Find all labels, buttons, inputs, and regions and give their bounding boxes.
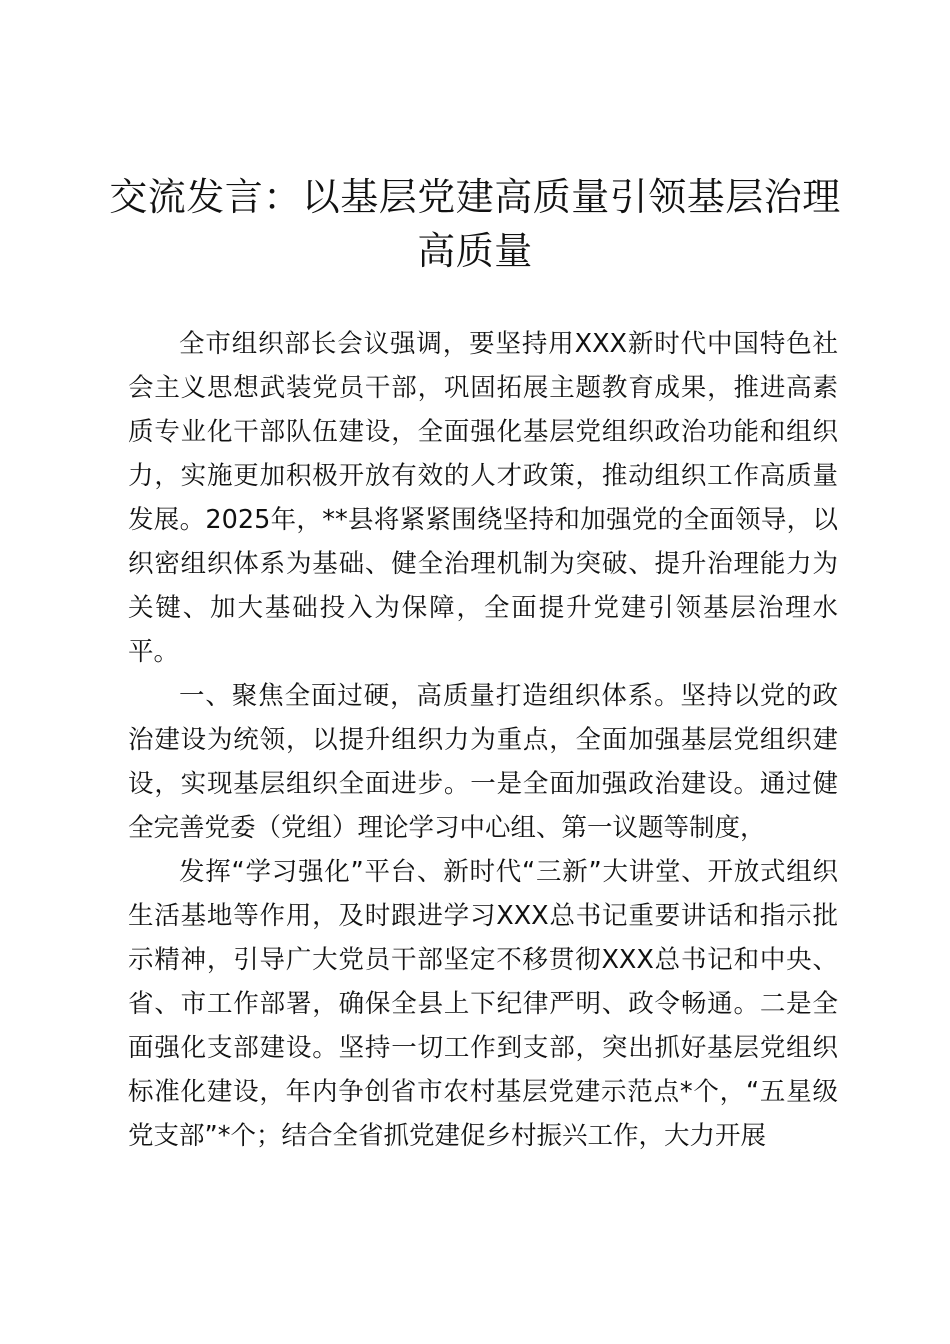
paragraph-section-one: 一、聚焦全面过硬，高质量打造组织体系。坚持以党的政治建设为统领，以提升组织力为重点，全面加强基层党组织建设，实现基层组织全面进步。一是全面加强政治建设。通过健全完善党委（党组）理论学习中心组、第一议题等制度， [128, 681, 838, 843]
paragraph-section-one-continued: 发挥“学习强化”平台、新时代“三新”大讲堂、开放式组织生活基地等作用，及时跟进学习XXX总书记重要讲话和指示批示精神，引导广大党员干部坚定不移贯彻XXX总书记和中央、省、市工作部署，确保全县上下纪律严明、政令畅通。二是全面强化支部建设。坚持一切工作到支部，突出抓好基层党组织标准化建设，年内争创省市农村基层党建示范点*个，“五星级党支部”*个；结合全省抓党建促乡村振兴工作，大力开展 [128, 857, 838, 1151]
document-title: 交流发言：以基层党建高质量引领基层治理高质量 [109, 175, 841, 273]
paragraph-intro: 全市组织部长会议强调，要坚持用XXX新时代中国特色社会主义思想武装党员干部，巩固拓展主题教育成果，推进高素质专业化干部队伍建设，全面强化基层党组织政治功能和组织力，实施更加积极开放有效的人才政策，推动组织工作高质量发展。2025年，**县将紧紧围绕坚持和加强党的全面领导，以织密组织体系为基础、健全治理机制为突破、提升治理能力为关键、加大基础投入为保障，全面提升党建引领基层治理水平。 [128, 329, 838, 667]
document-body [128, 322, 838, 1158]
